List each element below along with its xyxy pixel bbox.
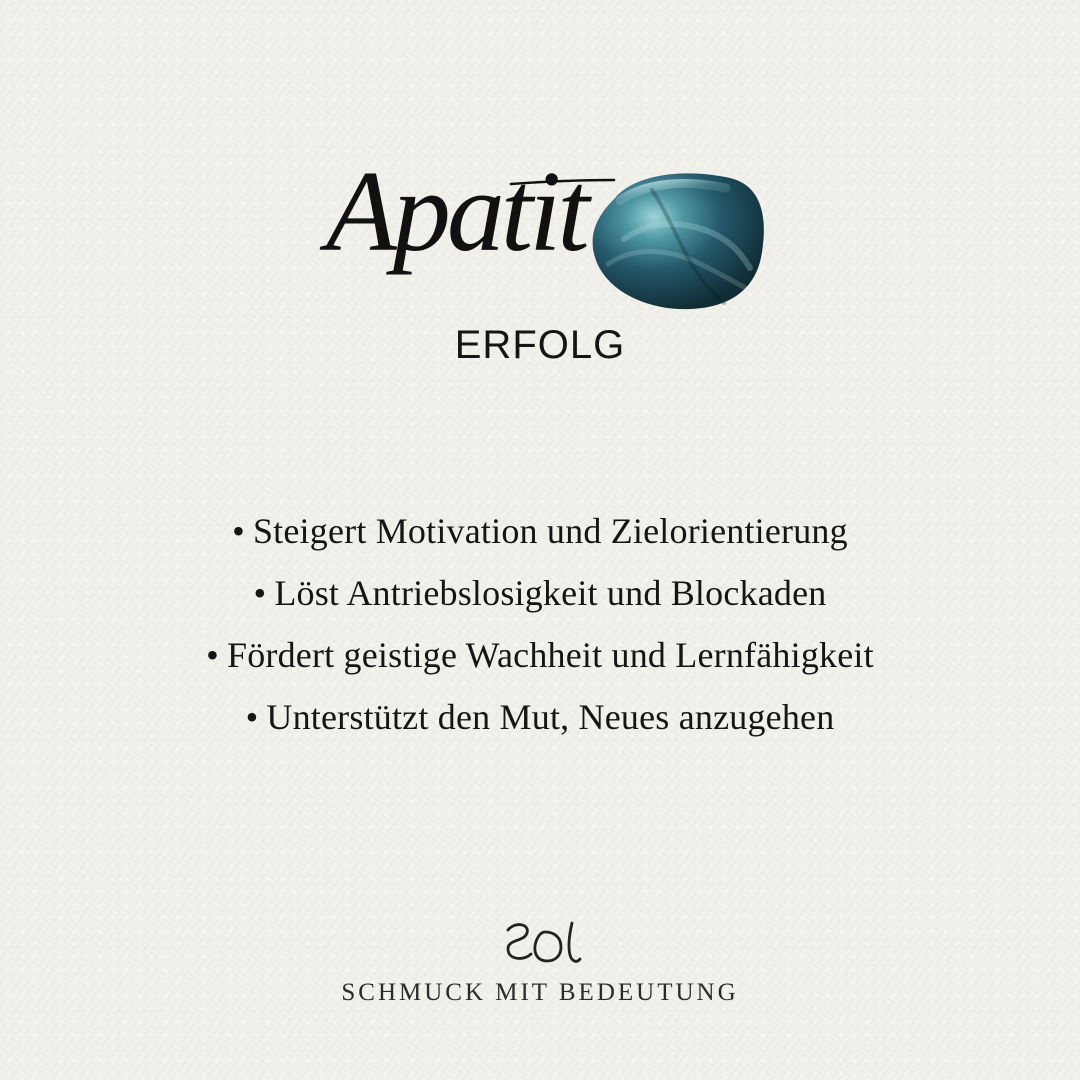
bullet-icon: • bbox=[232, 511, 245, 551]
benefit-item-3 bbox=[170, 624, 910, 686]
brand-logo-icon bbox=[500, 918, 582, 968]
script-title bbox=[316, 132, 626, 316]
benefit-text-4: Unterstützt den Mut, Neues anzugehen bbox=[266, 697, 835, 737]
bullet-icon: • bbox=[253, 573, 267, 613]
benefit-text-3: Fördert geistige Wachheit und Lernfähigkeit bbox=[226, 635, 874, 675]
benefits-list bbox=[170, 500, 910, 748]
benefit-item-1 bbox=[170, 500, 910, 562]
subtitle-erfolg: ERFOLG bbox=[454, 323, 626, 367]
brand-tagline: SCHMUCK MIT BEDEUTUNG bbox=[341, 979, 739, 1006]
script-title-text: Apatit bbox=[326, 148, 586, 276]
bullet-icon: • bbox=[206, 635, 219, 675]
benefit-text-2: Löst Antriebslosigkeit und Blockaden bbox=[274, 573, 827, 613]
benefit-item-2 bbox=[170, 562, 910, 624]
benefit-text-1: Steigert Motivation und Zielorientierung bbox=[252, 511, 848, 551]
bullet-icon: • bbox=[245, 697, 259, 737]
apatite-stone-icon bbox=[590, 166, 770, 312]
benefit-item-4 bbox=[170, 686, 910, 748]
